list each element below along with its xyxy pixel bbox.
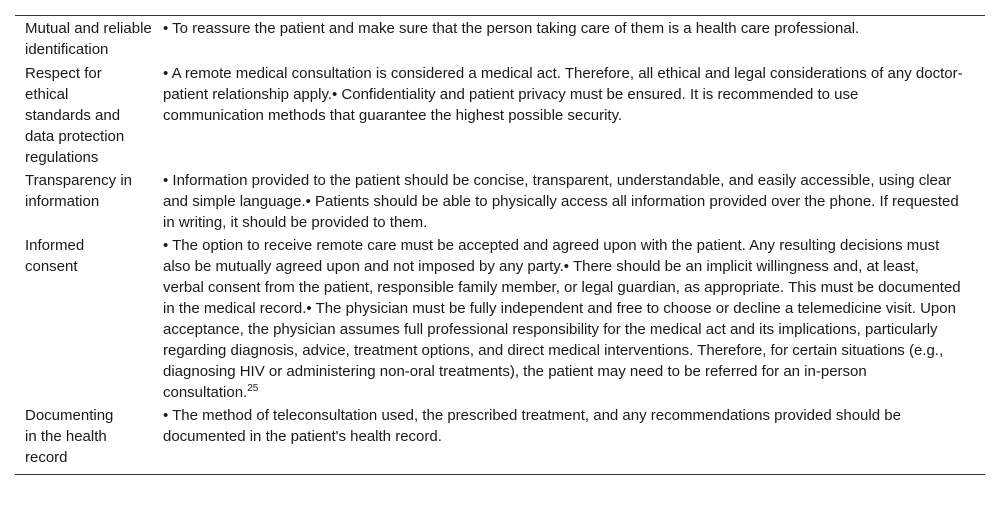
table-row [15, 62, 985, 169]
table-row [15, 16, 985, 63]
row-content [163, 404, 985, 475]
row-label: Respect for ethical standards and data protection regulations [25, 65, 125, 166]
row-text: • To reassure the patient and make sure that the person taking care of them is a health care professional. [163, 20, 860, 37]
row-content [163, 62, 985, 169]
row-text: • The method of teleconsultation used, the prescribed treatment, and any recommendations provided should be documented in the patient's health record. [163, 407, 901, 445]
row-content [163, 234, 985, 404]
principles-table-container [15, 15, 985, 475]
citation-superscript: 25 [247, 383, 259, 394]
principles-table [15, 15, 985, 475]
row-content [163, 169, 985, 234]
row-label: Documenting in the health record [25, 407, 114, 466]
row-text: • Information provided to the patient should be concise, transparent, understandable, and easily accessible, using clear and simple language.• Patients should be able to physically access all information provided over the phone. If requested in writing, it should be provided to them. [163, 172, 959, 231]
row-content [163, 16, 985, 63]
row-text: • The option to receive remote care must be accepted and agreed upon with the patient. Any resulting decisions must also be mutually agreed upon and not imposed by any party.• There should be an implicit willingness and, at least, verbal consent from the patient, responsible family member, or legal guardian, as appropriate. This must be documented in the medical record.• The physician must be fully independent and free to choose or decline a telemedicine visit. Upon acceptance, the physician assumes full professional responsibility for the medical act and its implications, particularly regarding diagnosis, advice, treatment options, and direct medical interventions. Therefore, for certain situations (e.g., diagnosing HIV or administering non-oral treatments), the patient may need to be referred for an in-person consultation. [163, 237, 961, 401]
table-row [15, 169, 985, 234]
row-label: Mutual and reliable identification [25, 20, 152, 58]
row-label: Transparency in information [25, 172, 132, 210]
table-row [15, 404, 985, 475]
row-label: Informed consent [25, 237, 85, 275]
row-text: • A remote medical consultation is considered a medical act. Therefore, all ethical and legal considerations of any doctor-patient relationship apply.• Confidentiality and patient privacy must be ensured. It is recommended to use communication methods that guarantee the highest possible security. [163, 65, 963, 124]
table-row [15, 234, 985, 404]
